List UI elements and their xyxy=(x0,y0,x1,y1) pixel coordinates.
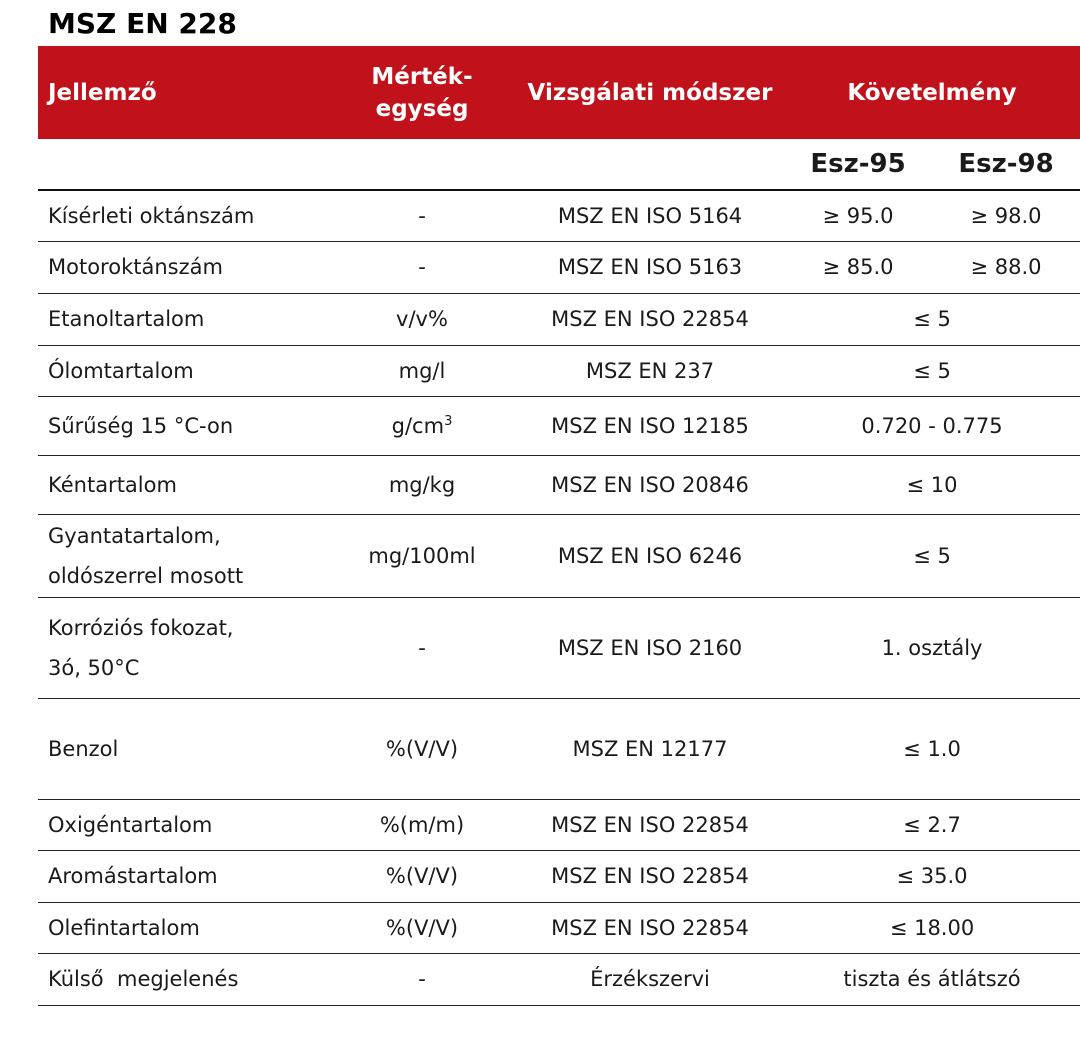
row-unit: - xyxy=(418,255,426,279)
row-unit: - xyxy=(418,967,426,991)
row-unit: - xyxy=(418,203,426,228)
table-row xyxy=(38,597,1080,698)
row-method: MSZ EN ISO 22854 xyxy=(551,307,749,331)
row-method: MSZ EN ISO 22854 xyxy=(551,915,749,940)
row-name: Külső megjelenés xyxy=(48,967,239,991)
header-requirement: Követelmény xyxy=(847,79,1017,106)
row-method: MSZ EN ISO 5164 xyxy=(557,203,743,228)
table-header-row xyxy=(38,46,1080,139)
table-row xyxy=(38,514,1080,597)
row-name xyxy=(38,514,328,597)
row-name: Etanoltartalom xyxy=(48,307,205,331)
row-unit: %(V/V) xyxy=(385,915,459,940)
row-name: Sűrűség 15 °C-on xyxy=(48,413,234,438)
row-requirement: ≤ 18.00 xyxy=(889,915,975,940)
grade-header-row xyxy=(38,139,1080,190)
row-method: MSZ EN ISO 20846 xyxy=(551,472,749,497)
row-requirement: 1. osztály xyxy=(881,635,983,660)
table-row xyxy=(38,698,1080,799)
table-row xyxy=(38,902,1080,953)
row-unit: mg/kg xyxy=(388,472,456,497)
document-title: MSZ EN 228 xyxy=(48,7,237,40)
row-unit: mg/l xyxy=(398,358,446,383)
row-requirement: ≤ 2.7 xyxy=(903,812,961,837)
row-method: MSZ EN ISO 22854 xyxy=(551,864,749,888)
row-requirement: tiszta és átlátszó xyxy=(843,967,1021,991)
header-grade-esz95: Esz-95 xyxy=(810,149,906,179)
table-row xyxy=(38,953,1080,1005)
row-requirement: ≤ 5 xyxy=(913,307,951,331)
row-method: MSZ EN ISO 12185 xyxy=(551,413,749,438)
row-name xyxy=(38,597,328,698)
table-row xyxy=(38,241,1080,293)
row-name: Ólomtartalom xyxy=(48,358,194,383)
table-row xyxy=(38,190,1080,241)
row-name-line2: oldószerrel mosott xyxy=(48,563,244,588)
row-unit: %(m/m) xyxy=(379,812,465,837)
row-name: Kéntartalom xyxy=(48,472,177,497)
row-name-line2: 3ó, 50°C xyxy=(48,655,140,680)
row-unit: %(V/V) xyxy=(385,864,459,888)
header-grade-esz98: Esz-98 xyxy=(958,149,1054,179)
row-method: MSZ EN 237 xyxy=(585,358,715,383)
row-unit-superscript: 3 xyxy=(444,413,453,429)
table-row xyxy=(38,293,1080,345)
table-row xyxy=(38,850,1080,902)
row-name: Benzol xyxy=(48,736,119,761)
row-method: MSZ EN ISO 5163 xyxy=(557,255,743,279)
row-unit: %(V/V) xyxy=(385,736,459,761)
row-name: Motoroktánszám xyxy=(48,255,223,279)
header-unit-line1: Mérték- xyxy=(371,63,473,90)
row-requirement: ≤ 1.0 xyxy=(903,736,961,761)
row-req-esz98: ≥ 88.0 xyxy=(970,255,1042,279)
row-method: Érzékszervi xyxy=(590,967,710,991)
row-method: MSZ EN ISO 22854 xyxy=(551,812,749,837)
row-requirement: ≤ 5 xyxy=(913,358,951,383)
row-unit: - xyxy=(418,635,426,660)
row-unit-text: g/cm xyxy=(391,413,445,438)
row-name: Aromástartalom xyxy=(48,864,218,888)
row-req-esz95: ≥ 95.0 xyxy=(822,203,894,228)
spec-table xyxy=(38,46,1080,1006)
table-row xyxy=(38,345,1080,396)
header-method: Vizsgálati módszer xyxy=(527,79,773,106)
row-method: MSZ EN ISO 6246 xyxy=(557,543,743,568)
row-requirement: 0.720 - 0.775 xyxy=(861,413,1003,438)
header-characteristic: Jellemző xyxy=(48,79,157,106)
row-requirement: ≤ 10 xyxy=(906,472,958,497)
row-unit xyxy=(328,396,516,455)
header-unit-line2: egység xyxy=(375,95,469,122)
row-method: MSZ EN ISO 2160 xyxy=(557,635,743,660)
row-name-line1: Gyantatartalom, xyxy=(48,523,221,548)
table-row xyxy=(38,799,1080,850)
header-unit xyxy=(328,46,516,139)
table-row xyxy=(38,455,1080,514)
row-unit: mg/100ml xyxy=(368,543,476,568)
row-name: Olefintartalom xyxy=(48,915,200,940)
row-method: MSZ EN 12177 xyxy=(572,736,728,761)
row-name: Kísérleti oktánszám xyxy=(48,203,255,228)
row-unit: v/v% xyxy=(396,307,448,331)
table-row xyxy=(38,396,1080,455)
row-requirement: ≤ 5 xyxy=(913,543,951,568)
row-requirement: ≤ 35.0 xyxy=(896,864,968,888)
row-name-line1: Korróziós fokozat, xyxy=(48,615,234,640)
row-name: Oxigéntartalom xyxy=(48,812,213,837)
row-req-esz98: ≥ 98.0 xyxy=(970,203,1042,228)
row-req-esz95: ≥ 85.0 xyxy=(822,255,894,279)
